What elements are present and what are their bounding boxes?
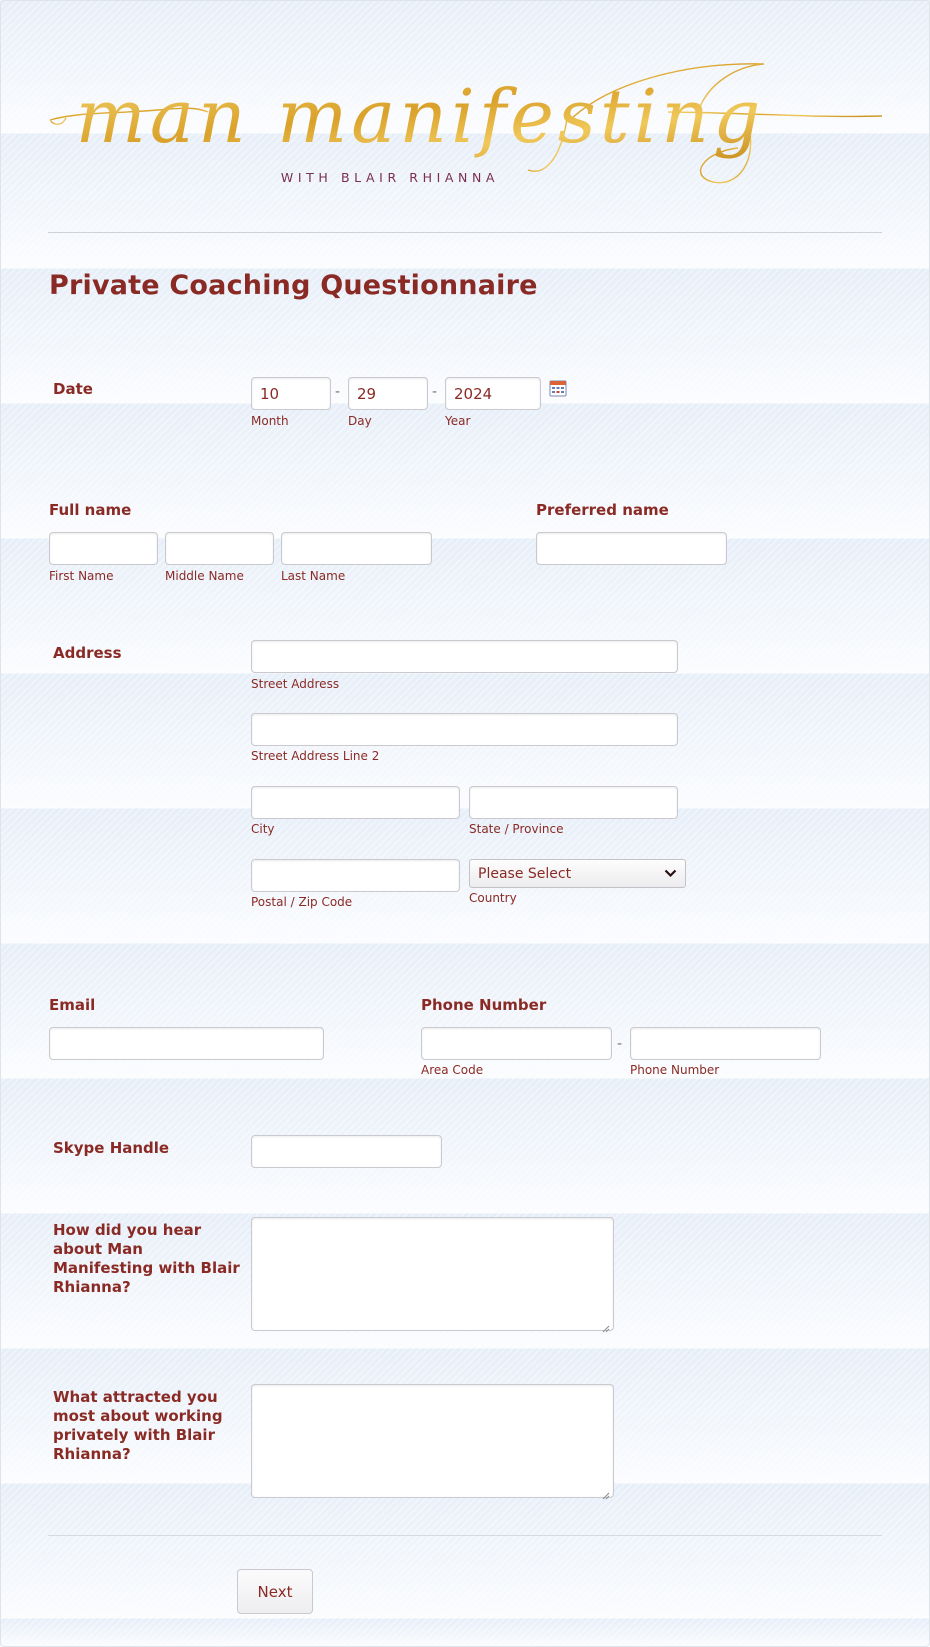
brand-tagline: WITH BLAIR RHIANNA: [280, 170, 500, 185]
date-year-sublabel: Year: [445, 414, 471, 428]
state-sublabel: State / Province: [469, 822, 564, 836]
street-address-line2-sublabel: Street Address Line 2: [251, 749, 380, 763]
last-name-input[interactable]: [281, 532, 432, 565]
full-name-label: Full name: [49, 501, 132, 519]
resize-grip-icon[interactable]: [600, 1485, 610, 1495]
calendar-icon[interactable]: [549, 379, 567, 401]
heard-about-label: How did you hear about Man Manifesting with Blair Rhianna?: [53, 1221, 240, 1296]
skype-input[interactable]: [251, 1135, 442, 1168]
preferred-name-label: Preferred name: [536, 501, 669, 519]
chevron-down-icon: [664, 866, 677, 882]
skype-label: Skype Handle: [53, 1139, 170, 1157]
footer-divider: [48, 1535, 882, 1536]
date-month-sublabel: Month: [251, 414, 289, 428]
country-selected-value: Please Select: [478, 865, 572, 882]
attracted-textarea[interactable]: [251, 1384, 614, 1498]
address-label: Address: [53, 644, 122, 662]
first-name-input[interactable]: [49, 532, 158, 565]
street-address-input[interactable]: [251, 640, 678, 673]
phone-separator: -: [617, 1036, 623, 1052]
date-separator-1: -: [335, 384, 341, 400]
header-divider: [48, 232, 882, 233]
last-name-sublabel: Last Name: [281, 569, 346, 583]
date-label: Date: [53, 380, 93, 398]
country-select[interactable]: [469, 859, 686, 888]
heard-about-textarea[interactable]: [251, 1217, 614, 1331]
date-month-input[interactable]: [251, 377, 331, 410]
resize-grip-icon[interactable]: [600, 1318, 610, 1328]
phone-label: Phone Number: [421, 996, 547, 1014]
email-input[interactable]: [49, 1027, 324, 1060]
date-separator-2: -: [432, 384, 438, 400]
brand-script-title: man manifesting: [75, 74, 765, 160]
city-input[interactable]: [251, 786, 460, 819]
postal-code-sublabel: Postal / Zip Code: [251, 895, 353, 909]
date-day-input[interactable]: [348, 377, 428, 410]
city-sublabel: City: [251, 822, 275, 836]
email-label: Email: [49, 996, 96, 1014]
street-address-line2-input[interactable]: [251, 713, 678, 746]
state-input[interactable]: [469, 786, 678, 819]
country-sublabel: Country: [469, 891, 517, 905]
brand-logo: [48, 52, 884, 202]
page-title: Private Coaching Questionnaire: [49, 270, 538, 301]
next-button[interactable]: Next: [237, 1569, 313, 1614]
middle-name-input[interactable]: [165, 532, 274, 565]
postal-code-input[interactable]: [251, 859, 460, 892]
date-day-sublabel: Day: [348, 414, 372, 428]
first-name-sublabel: First Name: [49, 569, 114, 583]
area-code-sublabel: Area Code: [421, 1063, 484, 1077]
area-code-input[interactable]: [421, 1027, 612, 1060]
middle-name-sublabel: Middle Name: [165, 569, 244, 583]
preferred-name-input[interactable]: [536, 532, 727, 565]
phone-number-sublabel: Phone Number: [630, 1063, 720, 1077]
street-address-sublabel: Street Address: [251, 677, 340, 691]
date-year-input[interactable]: [445, 377, 541, 410]
attracted-label: What attracted you most about working privately with Blair Rhianna?: [53, 1388, 223, 1463]
phone-number-input[interactable]: [630, 1027, 821, 1060]
